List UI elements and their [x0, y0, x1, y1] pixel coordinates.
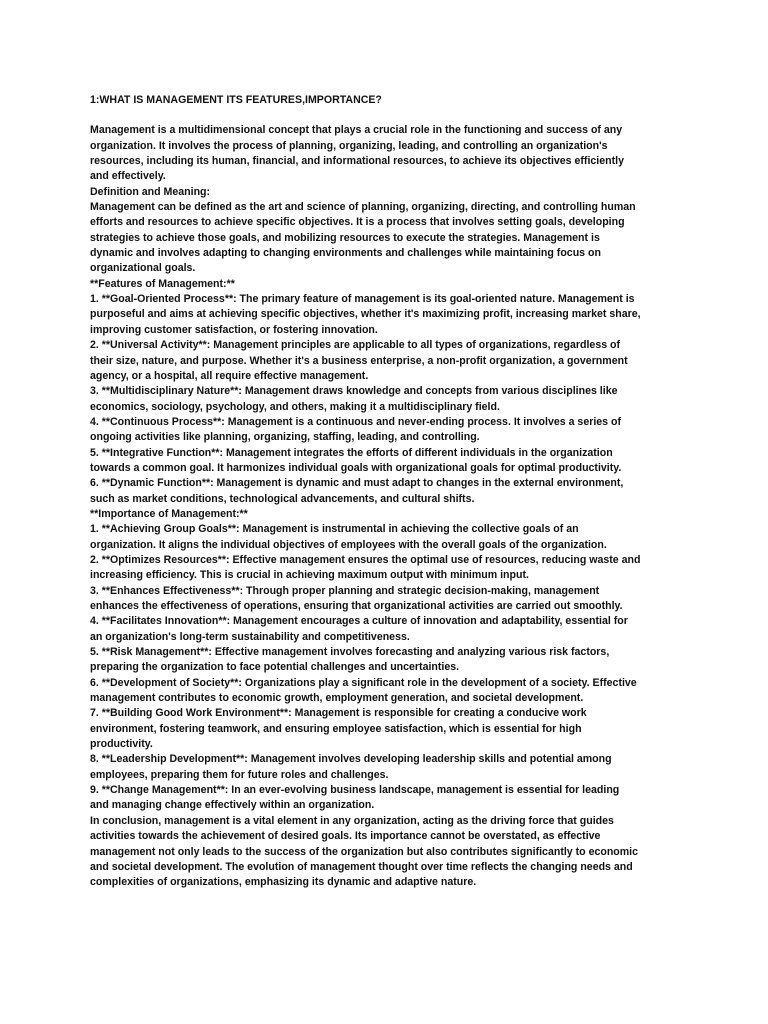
text-line: 5. **Integrative Function**: Management integrates the efforts of different individuals in the organization — [90, 446, 613, 459]
text-line: strategies to achieve those goals, and mobilizing resources to execute the strategies. Management is — [90, 231, 600, 244]
text-line: preparing the organization to face potential challenges and uncertainties. — [90, 661, 460, 674]
text-line: 8. **Leadership Development**: Management involves developing leadership skills and potential among — [90, 753, 612, 766]
text-line: **Importance of Management:** — [90, 507, 248, 520]
text-line: 4. **Facilitates Innovation**: Management encourages a culture of innovation and adaptability, essential for — [90, 615, 628, 628]
text-line: management not only leads to the success of the organization but also contributes significantly to economic — [90, 845, 639, 858]
text-line: 6. **Dynamic Function**: Management is dynamic and must adapt to changes in the external environment, — [90, 477, 624, 490]
text-line: management contributes to economic growth, employment generation, and societal development. — [90, 692, 584, 705]
text-line: and managing change effectively within an organization. — [90, 799, 375, 812]
text-line: and effectively. — [90, 170, 166, 183]
text-line: and societal development. The evolution of management thought over time reflects the changing needs and — [90, 860, 633, 873]
text-line: enhances the effectiveness of operations, ensuring that organizational activities are carried out smoothly. — [90, 600, 623, 612]
text-line: agency, or a hospital, all require effective management. — [90, 369, 369, 382]
text-line: 5. **Risk Management**: Effective management involves forecasting and analyzing various risk factors, — [90, 646, 610, 659]
text-line: productivity. — [90, 738, 153, 751]
text-line: purposeful and aims at achieving specific objectives, whether it's maximizing profit, increasing market share, — [90, 308, 641, 321]
text-line: environment, fostering teamwork, and ensuring employee satisfaction, which is essential for high — [90, 722, 582, 735]
text-line: organizational goals. — [90, 262, 196, 275]
text-line: In conclusion, management is a vital element in any organization, acting as the driving force that guides — [90, 814, 614, 827]
text-line: organization. It aligns the individual objectives of employees with the overall goals of the organization. — [90, 538, 607, 551]
text-line: increasing efficiency. This is crucial in achieving maximum output with minimum input. — [90, 569, 529, 582]
text-line: an organization's long-term sustainability and competitiveness. — [90, 630, 410, 643]
text-line: organization. It involves the process of planning, organizing, leading, and controlling an organization's — [90, 139, 608, 152]
text-line: activities towards the achievement of desired goals. Its importance cannot be overstated, as effective — [90, 830, 601, 843]
text-line: Definition and Meaning: — [90, 185, 211, 198]
text-line: dynamic and involves adapting to changing environments and challenges while maintaining focus on — [90, 247, 601, 260]
text-line: such as market conditions, technological advancements, and cultural shifts. — [90, 492, 475, 505]
text-line: ongoing activities like planning, organizing, staffing, leading, and controlling. — [90, 431, 480, 444]
text-line: improving customer satisfaction, or fostering innovation. — [90, 323, 378, 336]
text-line: 3. **Enhances Effectiveness**: Through proper planning and strategic decision-making, management — [90, 584, 600, 597]
text-line: complexities of organizations, emphasizing its dynamic and adaptive nature. — [90, 876, 477, 889]
text-line: resources, including its human, financial, and informational resources, to achieve its objectives efficiently — [90, 155, 624, 168]
text-line: 4. **Continuous Process**: Management is a continuous and never-ending process. It involves a series of — [90, 415, 622, 428]
document-title: 1:WHAT IS MANAGEMENT ITS FEATURES,IMPORTANCE? — [90, 94, 382, 106]
document-page — [90, 93, 680, 891]
text-line: 3. **Multidisciplinary Nature**: Management draws knowledge and concepts from various disciplines like — [90, 385, 618, 398]
text-line: their size, nature, and purpose. Whether it's a business enterprise, a non-profit organization, a government — [90, 354, 628, 367]
text-line: 1. **Goal-Oriented Process**: The primary feature of management is its goal-oriented nature. Management is — [90, 293, 635, 306]
text-line: Management can be defined as the art and science of planning, organizing, directing, and controlling human — [90, 201, 636, 214]
text-line: 2. **Universal Activity**: Management principles are applicable to all types of organizations, regardless of — [90, 339, 621, 352]
text-line: Management is a multidimensional concept that plays a crucial role in the functioning and success of any — [90, 124, 623, 137]
text-line: efforts and resources to achieve specific objectives. It is a process that involves setting goals, developing — [90, 216, 625, 229]
text-line: 7. **Building Good Work Environment**: Management is responsible for creating a conducive work — [90, 707, 587, 720]
text-line: 1. **Achieving Group Goals**: Management is instrumental in achieving the collective goals of an — [90, 523, 579, 536]
document-body — [90, 123, 680, 890]
text-line: economics, sociology, psychology, and others, making it a multidisciplinary field. — [90, 400, 500, 413]
text-line: towards a common goal. It harmonizes individual goals with organizational goals for optimal productivity. — [90, 461, 622, 474]
text-line: 2. **Optimizes Resources**: Effective management ensures the optimal use of resources, reducing waste and — [90, 553, 641, 566]
text-line: **Features of Management:** — [90, 277, 235, 290]
text-line: employees, preparing them for future roles and challenges. — [90, 768, 389, 781]
text-line: 9. **Change Management**: In an ever-evolving business landscape, management is essential for leading — [90, 784, 620, 797]
text-line: 6. **Development of Society**: Organizations play a significant role in the development of a society. Effective — [90, 676, 637, 689]
